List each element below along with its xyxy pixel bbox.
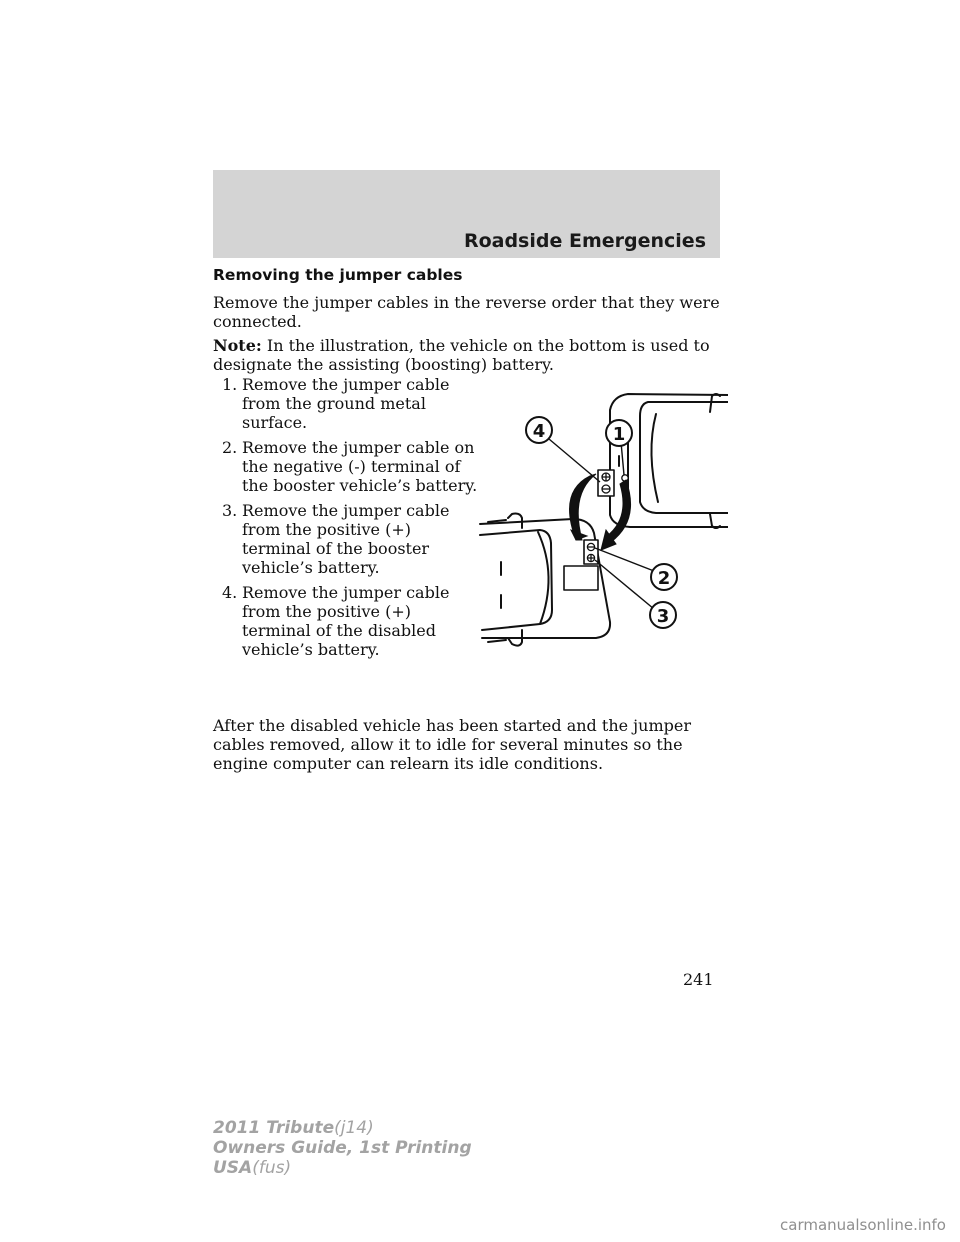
closing-paragraph: After the disabled vehicle has been started and the jumper cables removed, allow it to idle for several minutes so the engine computer can relearn its idle conditions. [213,716,691,773]
intro-paragraph: Remove the jumper cables in the reverse order that they were connected. [213,293,720,331]
note-label: Note: [213,336,262,355]
removal-steps-list [213,375,478,665]
step-number: 3. [222,501,238,520]
list-item [213,583,478,659]
callout-1 [606,420,632,446]
callout-2 [651,564,677,590]
subsection-heading: Removing the jumper cables [213,266,463,284]
list-item [213,375,478,432]
note-paragraph [213,336,720,374]
step-number: 1. [222,375,238,394]
jumper-cable-illustration [478,390,728,650]
callout-label: 4 [532,421,546,442]
footer-line-2: Owners Guide, 1st Printing [213,1138,472,1158]
footer-line-3: USA(fus) [213,1158,292,1178]
list-item [213,501,478,577]
step-text: Remove the jumper cable on the negative (-) terminal of the booster vehicle’s battery. [242,438,478,495]
footer-line-1: 2011 Tribute(j14) [213,1118,374,1138]
section-header-band [213,170,720,258]
callout-label: 1 [612,424,626,445]
step-number: 2. [222,438,238,457]
callout-label: 2 [657,568,671,589]
print-footer [213,1118,472,1178]
callout-label: 3 [656,606,670,627]
step-text: Remove the jumper cable from the positive (+) terminal of the booster vehicle’s battery. [242,501,450,577]
step-text: Remove the jumper cable from the positive (+) terminal of the disabled vehicle’s battery. [242,583,450,659]
step-text: Remove the jumper cable from the ground metal surface. [242,375,450,432]
step-number: 4. [222,583,238,602]
booster-vehicle-illustration [480,514,610,646]
list-item [213,438,478,495]
section-title: Roadside Emergencies [463,230,706,252]
note-text: In the illustration, the vehicle on the bottom is used to designate the assisting (boosting) battery. [213,336,710,374]
page-number: 241 [683,970,714,989]
watermark-link[interactable]: carmanualsonline.info [780,1216,946,1234]
callout-4 [526,417,552,443]
callout-3 [650,602,676,628]
